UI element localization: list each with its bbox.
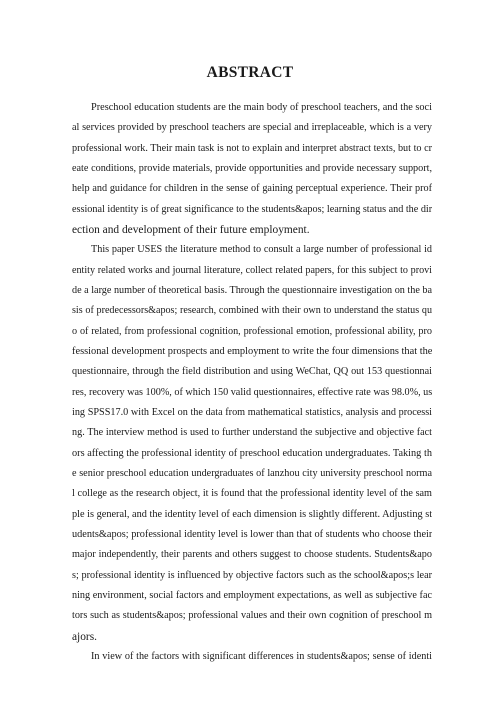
text-line: ection and development of their future employment.	[72, 223, 310, 236]
text-line: entity related works and journal literature, collect related papers, for this subject to provi	[72, 264, 432, 276]
text-line: ning environment, social factors and employment expectations, as well as subjective fac	[72, 589, 432, 601]
text-line: ors affecting the professional identity of preschool education undergraduates. Taking th	[72, 447, 432, 459]
text-line: tors such as students&apos; professional values and their own cognition of preschool m	[72, 610, 432, 622]
text-line: de a large number of theoretical basis. Through the questionnaire investigation on the ba	[72, 284, 432, 296]
text-line: fessional development prospects and employment to write the four dimensions that the	[72, 345, 432, 357]
text-line: questionnaire, through the field distribution and using WeChat, QQ out 153 questionnai	[72, 366, 432, 378]
text-line: ing SPSS17.0 with Excel on the data from mathematical statistics, analysis and processi	[72, 406, 432, 418]
abstract-body	[72, 98, 432, 667]
text-line: eate conditions, provide materials, provide opportunities and provide necessary support,	[72, 162, 432, 174]
text-line: ng. The interview method is used to further understand the subjective and objective fact	[72, 427, 432, 439]
text-line: ple is general, and the identity level of each dimension is slightly different. Adjusting st	[72, 508, 432, 520]
text-line: s; professional identity is influenced by objective factors such as the school&apos;s lear	[72, 569, 432, 581]
abstract-heading: ABSTRACT	[206, 64, 294, 81]
text-line: l college as the research object, it is found that the professional identity level of the sam	[72, 488, 432, 500]
text-line: al services provided by preschool teachers are special and irreplaceable, which is a very	[72, 122, 432, 134]
text-line: e senior preschool education undergraduates of lanzhou city university preschool norma	[72, 467, 432, 479]
text-line: ajors.	[72, 630, 97, 643]
text-line: In view of the factors with significant differences in students&apos; sense of identi	[91, 650, 432, 662]
text-line: udents&apos; professional identity level is lower than that of students who choose their	[72, 528, 432, 540]
text-line: Preschool education students are the main body of preschool teachers, and the soci	[91, 102, 432, 113]
text-line: major independently, their parents and others suggest to choose students. Students&apo	[72, 549, 432, 561]
text-line: sis of predecessors&apos; research, combined with their own to understand the status qu	[72, 305, 432, 317]
text-line: essional identity is of great significance to the students&apos; learning status and the dir	[72, 203, 432, 215]
text-line: res, recovery was 100%, of which 150 valid questionnaires, effective rate was 98.0%, us	[72, 386, 432, 398]
text-line: This paper USES the literature method to consult a large number of professional id	[91, 244, 432, 256]
text-line: professional work. Their main task is not to explain and interpret abstract texts, but to cr	[72, 142, 432, 154]
text-line: help and guidance for children in the sense of gaining perceptual experience. Their prof	[72, 183, 432, 195]
text-line: o of related, from professional cognition, professional emotion, professional ability, pro	[72, 325, 432, 337]
